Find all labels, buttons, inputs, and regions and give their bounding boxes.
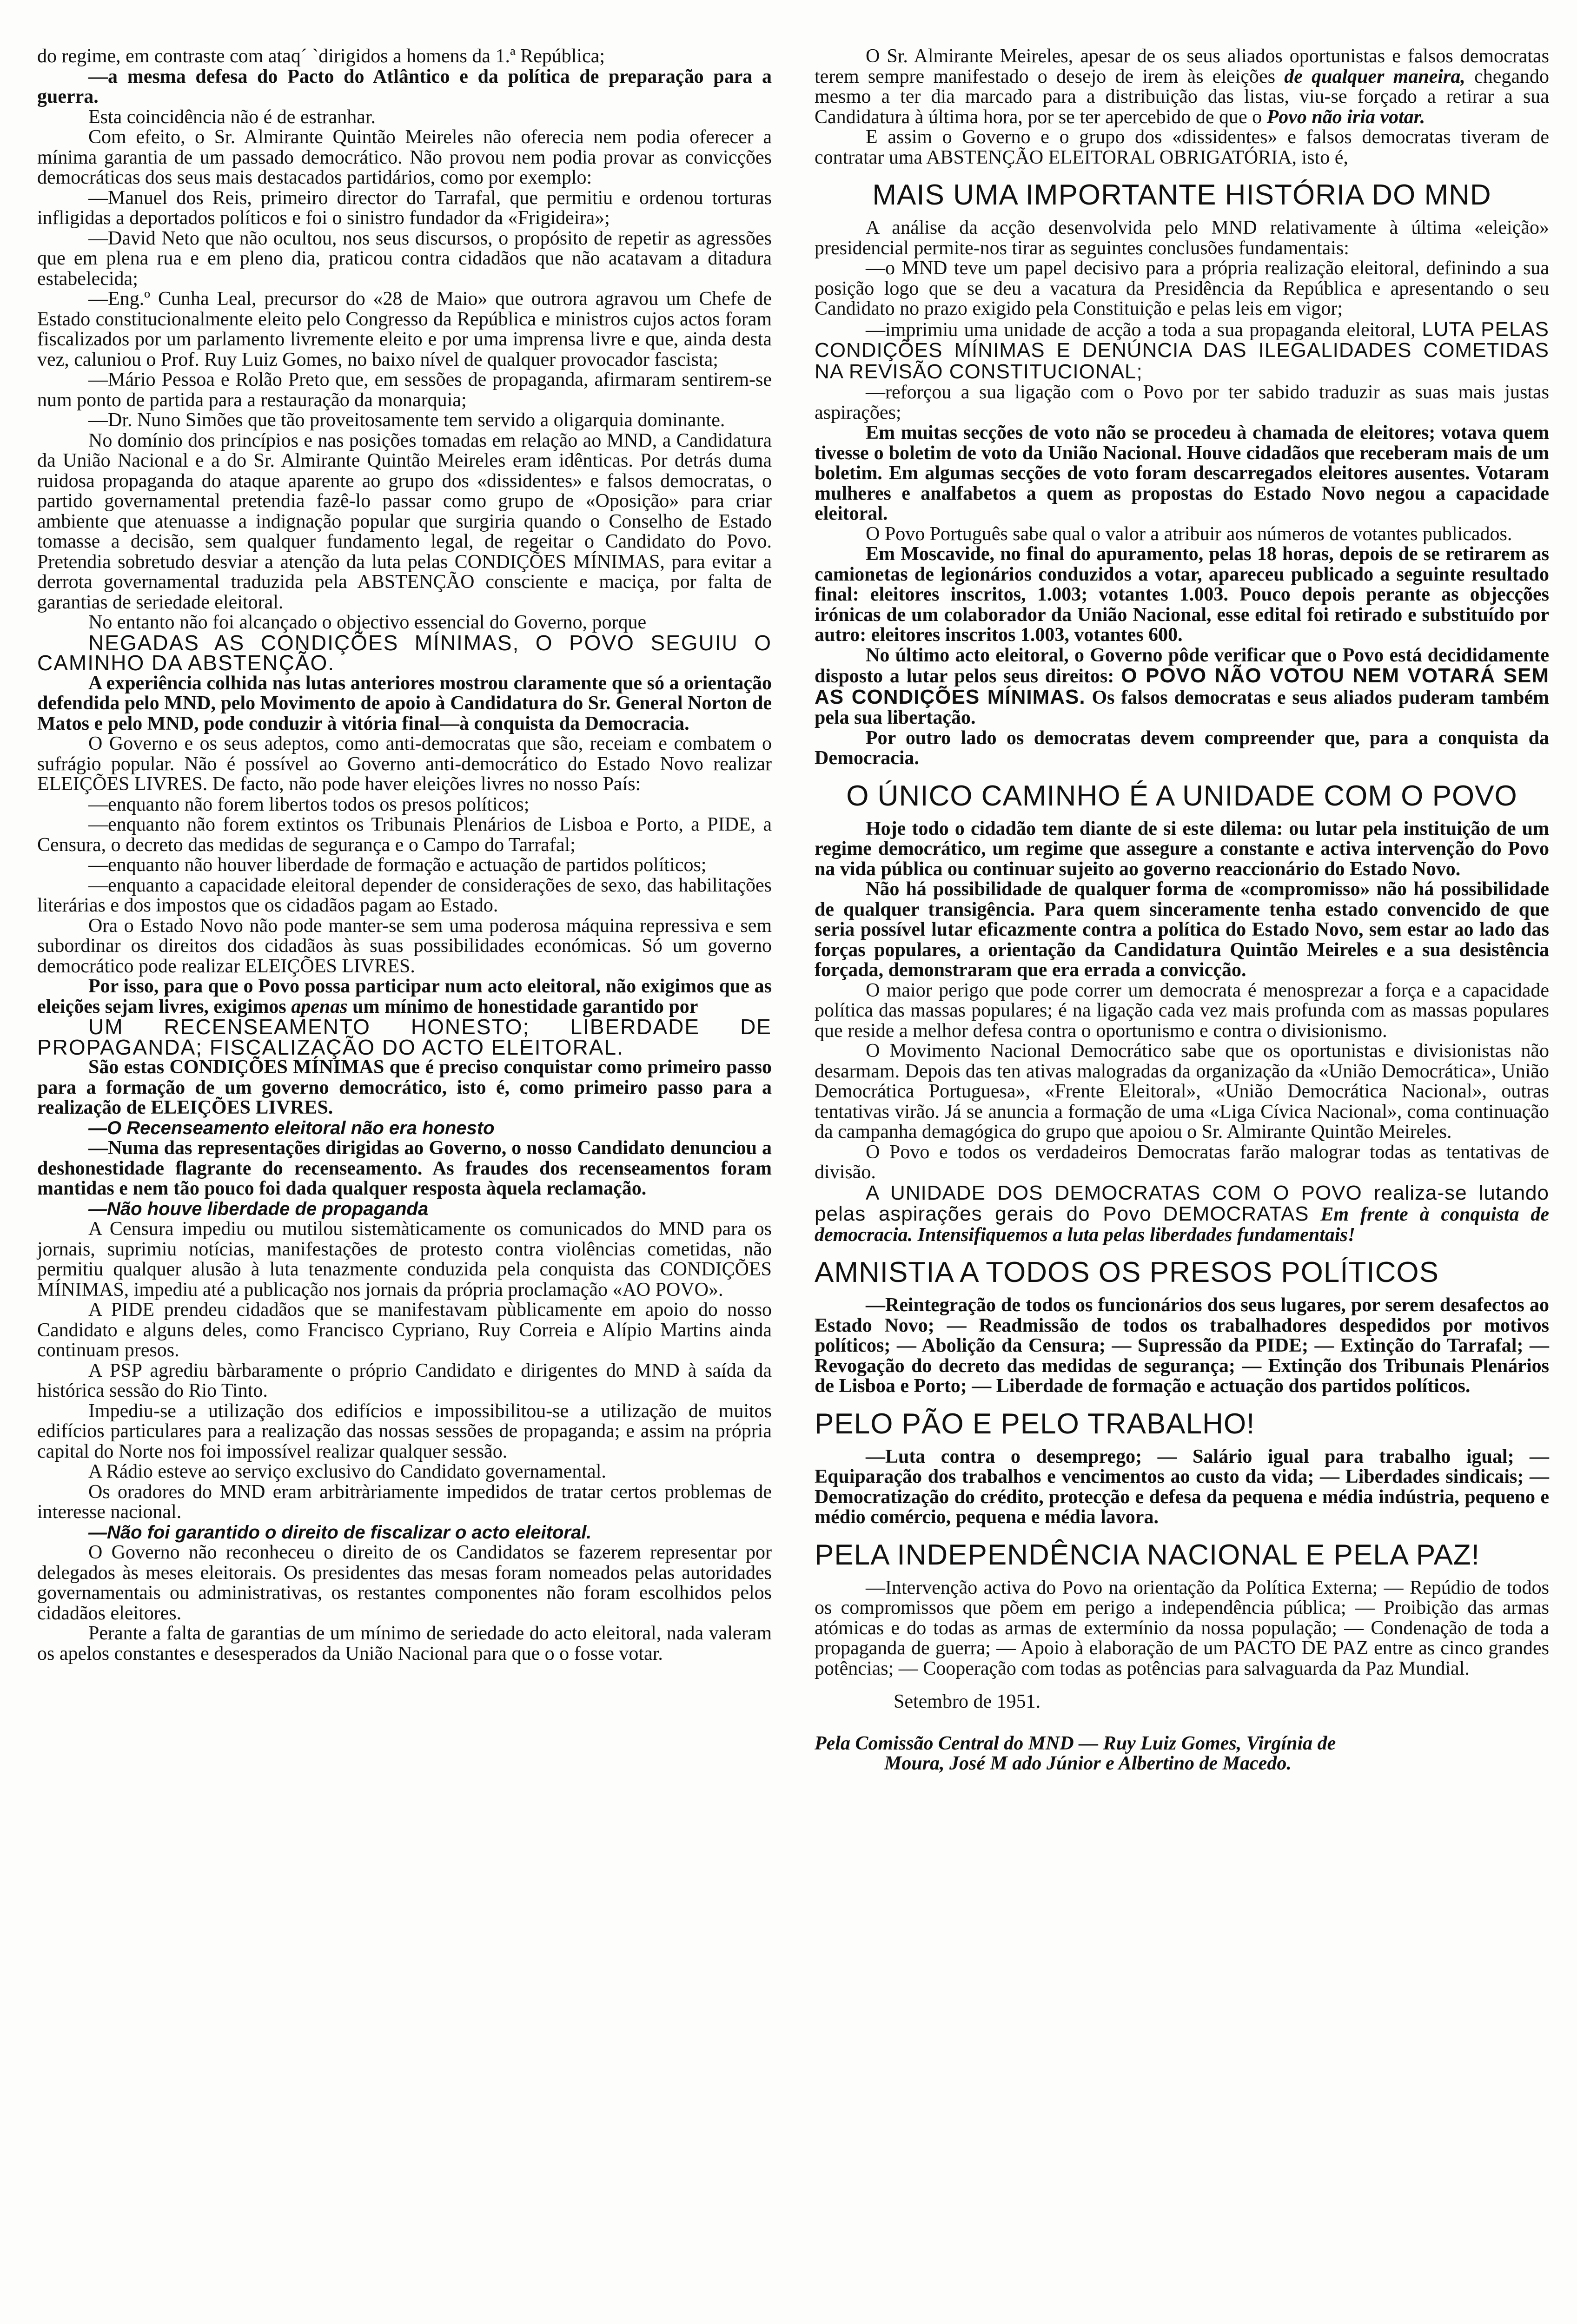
right-column <box>815 46 1549 1774</box>
date-line: Setembro de 1951. <box>894 1691 1041 1712</box>
list-item: —Eng.º Cunha Leal, precursor do «28 de Maio» que outrora agravou um Chefe de Estado constitucionalmente eleito pelo Congresso da República e ministros cujos actos foram fiscalizados por um parlamento livremente eleito e por uma imprensa livre e que, ainda desta vez, caluniou o Prof. Ruy Luiz Gomes, no baixo nível de qualquer provocador fascista; <box>37 288 772 370</box>
list-item: —Mário Pessoa e Rolão Preto que, em sessões de propaganda, afirmaram sentirem-se num ponto de partida para a restauração da monarquia; <box>37 369 772 411</box>
paragraph: O Povo Português sabe qual o valor a atribuir aos números de votantes publicados. <box>866 523 1512 545</box>
paragraph: —Intervenção activa do Povo na orientação da Política Externa; — Repúdio de todos os compromissos que põem em perigo a independência pública; — Proibição das armas atómicas e do todas as armas de extermínio da nossa população; — Condenação de toda a propaganda de guerra; — Apoio à elaboração de um PACTO DE PAZ entre as cinco grandes potências; — Cooperação com todas as potências para salvaguarda da Paz Mundial. <box>815 1577 1549 1679</box>
paragraph: A experiência colhida nas lutas anteriores mostrou claramente que só a orientação defendida pelo MND, pelo Movimento de apoio à Candidatura do Sr. General Norton de Matos e pelo MND, pode conduzir à vitória final—à conquista da Democracia. <box>37 672 772 734</box>
subheading: —O Recenseamento eleitoral não era honesto <box>88 1117 495 1138</box>
paragraph <box>815 46 1549 127</box>
text-run: Povo não iria votar. <box>1266 106 1425 128</box>
paragraph: O Povo e todos os verdadeiros Democratas farão malograr todas as tentativas de divisão. <box>815 1141 1549 1183</box>
paragraph: Hoje todo o cidadão tem diante de si este dilema: ou lutar pela instituição de um regime democrático, um regime que assegure a constante e activa intervenção do Povo na vida pública ou continuar sujeito ao governo reaccionário do Estado Novo. <box>815 818 1549 880</box>
text-run: Os falsos democratas e seus aliados puderam também pela sua libertação. <box>815 687 1549 728</box>
section-heading: PELA INDEPENDÊNCIA NACIONAL E PELA PAZ! <box>815 1538 1480 1571</box>
list-item: —enquanto a capacidade eleitoral depender de considerações de sexo, das habilitações literárias e dos impostos que os cidadãos pagam ao Estado. <box>37 874 772 916</box>
text-run: A UNIDADE DOS DEMOCRATAS COM O POVO realiza-se lutando pelas aspirações gerais do Povo <box>815 1181 1549 1225</box>
list-item: —enquanto não houver liberdade de formação e actuação de partidos políticos; <box>88 854 707 876</box>
section-heading: AMNISTIA A TODOS OS PRESOS POLÍTICOS <box>815 1256 1439 1288</box>
subheading: —Não houve liberdade de propaganda <box>88 1198 429 1219</box>
signature-line: Pela Comissão Central do MND — Ruy Luiz Gomes, Virgínia de <box>815 1732 1336 1754</box>
paragraph: Impediu-se a utilização dos edifícios e impossibilitou-se a utilização de muitos edifícios particulares para a realização das nossas sessões de propaganda; e assim na própria capital do Norte nos foi impossível realizar qualquer sessão. <box>37 1400 772 1462</box>
paragraph: —Luta contra o desemprego; — Salário igual para trabalho igual; — Equiparação dos trabalhos e vencimentos ao custo da vida; — Liberdades sindicais; — Democratização do crédito, protecção e defesa da pequena e média indústria, pequeno e médio comércio, pequena e média lavora. <box>815 1446 1549 1528</box>
text-run: de qualquer maneira, <box>1284 66 1465 87</box>
text-run: LUTA PELAS CONDIÇÕES MÍNIMAS E DENÚNCIA DAS ILEGALIDADES COMETIDAS NA REVISÃO CONSTITUCIONAL; <box>815 317 1549 383</box>
paragraph: No entanto não foi alcançado o objectivo essencial do Governo, porque <box>88 612 647 633</box>
section-heading: PELO PÃO E PELO TRABALHO! <box>815 1407 1255 1440</box>
emphasis-line: UM RECENSEAMENTO HONESTO; LIBERDADE DE PROPAGANDA; FISCALIZAÇÃO DO ACTO ELEITORAL. <box>37 1015 772 1059</box>
left-column <box>37 46 772 1664</box>
paragraph: O Governo não reconheceu o direito de os Candidatos se fazerem representar por delegados às meses eleitorais. Os presidentes das mesas foram nomeados pelas autoridades governamentais ou administrativas, os restantes componentes não foram escolhidos pelos cidadãos eleitores. <box>37 1542 772 1624</box>
paragraph: O Movimento Nacional Democrático sabe que os oportunistas e divisionistas não desarmam. Depois das ten ativas malogradas da organização da «União Democrática», União Democrática Portuguesa», «Frente Eleitoral», «União Democrática Nacional», outras tentativas virão. Já se anuncia a formação de uma «Liga Cívica Nacional», coma continuação da campanha demagógica do grupo que apoiou o Sr. Almirante Quintão Meireles. <box>815 1040 1549 1142</box>
signature-line: Moura, José M ado Júnior e Albertino de Macedo. <box>884 1753 1292 1774</box>
list-item <box>815 319 1549 383</box>
paragraph <box>37 977 772 1017</box>
paragraph: O Governo e os seus adeptos, como anti-democratas que são, receiam e combatem o sufrágio popular. Não é possível ao Governo anti-democrático do Estado Novo realizar ELEIÇÕES LIVRES. De facto, não pode haver eleições livres no nosso País: <box>37 733 772 795</box>
paragraph: Em muitas secções de voto não se procedeu à chamada de eleitores; votava quem tivesse o boletim de voto da União Nacional. Houve cidadãos que receberam mais de um boletim. Em algumas secções de voto foram descarregados eleitores ausentes. Votaram mulheres e analfabetos a quem as propostas do Estado Novo negou a capacidade eleitoral. <box>815 422 1549 524</box>
text-run: O Sr. Almirante Meireles, apesar de os seus aliados oportunistas e falsos democratas terem sempre manifestado o desejo de irem às eleições <box>815 46 1549 87</box>
paragraph <box>815 646 1549 728</box>
subheading: —Não foi garantido o direito de fiscalizar o acto eleitoral. <box>88 1522 592 1543</box>
paragraph: Perante a falta de garantias de um mínimo de seriedade do acto eleitoral, nada valeram os apelos constantes e desesperados da União Nacional para que o o fosse votar. <box>37 1623 772 1664</box>
text-run: Em frente à conquista de democracia. Intensifiquemos a luta pelas liberdades fundamentais! <box>815 1204 1550 1246</box>
list-item: —enquanto não forem libertos todos os presos políticos; <box>88 793 530 815</box>
list-item: —enquanto não forem extintos os Tribunais Plenários de Lisboa e Porto, a PIDE, a Censura, o decreto das medidas de segurança e o Campo do Tarrafal; <box>37 814 772 856</box>
text-run: Por isso, para que o Povo possa participar num acto eleitoral, não exigimos que as eleições sejam livres, exigimos <box>37 976 772 1017</box>
text-run: —imprimiu uma unidade de acção a toda a sua propaganda eleitoral, <box>866 319 1416 341</box>
paragraph: Por outro lado os democratas devem compreender que, para a conquista da Democracia. <box>815 727 1549 769</box>
section-heading: MAIS UMA IMPORTANTE HISTÓRIA DO MND <box>872 179 1491 211</box>
paragraph: A análise da acção desenvolvida pelo MND relativamente à última «eleição» presidencial permite-nos tirar as seguintes conclusões fundamentais: <box>815 217 1549 259</box>
text-run: No último acto eleitoral, o Governo pôde verificar que o Povo está decididamente disposto a lutar pelos seus direitos: <box>815 644 1549 687</box>
list-item: —Dr. Nuno Simões que tão proveitosamente tem servido a oligarquia dominante. <box>88 409 725 431</box>
paragraph: A Censura impediu ou mutilou sistemàticamente os comunicados do MND para os jornais, suprimiu notícias, manifestações de protesto contra violências cometidas, não permitiu qualquer alusão à luta tenazmente conduzida pela conquista das CONDIÇÕES MÍNIMAS, impediu até a publicação nos jornais da própria proclamação «AO POVO». <box>37 1218 772 1301</box>
paragraph: —Reintegração de todos os funcionários dos seus lugares, por serem desafectos ao Estado Novo; — Readmissão de todos os trabalhadores despedidos por motivos políticos; — Abolição da Censura; — Supressão da PIDE; — Extinção do Tarrafal; — Revogação do decreto das medidas de segurança; — Extinção dos Tribunais Plenários de Lisboa e Porto; — Liberdade de formação e actuação dos partidos políticos. <box>815 1294 1549 1397</box>
paragraph: Não há possibilidade de qualquer forma de «compromisso» não há possibilidade de qualquer transigência. Para quem sinceramente tenha estado convencido de que seria possível lutar eficazmente contra a política do Estado Novo, sem estar ao lado das forças populares, a orientação da Candidatura Quintão Meireles e a sua desistência forçada, demonstraram que era errada a convicção. <box>815 878 1549 981</box>
list-item: —o MND teve um papel decisivo para a própria realização eleitoral, definindo a sua posição logo que se deu a vacatura da Presidência da República e apresentando o seu Candidato no prazo exigido pela Constituição e pelas leis em vigor; <box>815 257 1549 319</box>
section-heading: O ÚNICO CAMINHO É A UNIDADE COM O POVO <box>846 779 1517 812</box>
list-item: —David Neto que não ocultou, nos seus discursos, o propósito de repetir as agressões que em plena rua e em pleno dia, praticou contra cidadãos que não acatavam a ditadura estabelecida; <box>37 227 772 290</box>
paragraph: O maior perigo que pode correr um democrata é menosprezar a força e a capacidade política das massas populares; é na ligação cada vez mais profunda com as massas populares que reside a melhor defesa contra o oportunismo e contra o divisionismo. <box>815 979 1549 1042</box>
document-page <box>37 46 1550 2324</box>
paragraph: A Rádio esteve ao serviço exclusivo do Candidato governamental. <box>88 1461 606 1482</box>
list-item: —Manuel dos Reis, primeiro director do Tarrafal, que permitiu e ordenou torturas infligidas a deportados políticos e foi o sinistro fundador da «Frigideira»; <box>37 187 772 229</box>
list-item: —reforçou a sua ligação com o Povo por ter sabido traduzir as suas mais justas aspirações; <box>815 382 1549 423</box>
paragraph: No domínio dos princípios e nas posições tomadas em relação ao MND, a Candidatura da União Nacional e a do Sr. Almirante Quintão Meireles eram idênticas. Por detrás duma ruidosa propaganda do ataque aparente ao grupo dos «dissidentes» e falsos democratas, o partido governamental pretendia fazê-lo passar como grupo de «Oposição» para criar ambiente que atenuasse a indignação popular que surgiria quando o Conselho de Estado tomasse a decisão, sem qualquer fundamento legal, de regeitar o Candidato do Povo. Pretendia sobretudo desviar a atenção da luta pelas CONDIÇÕES MÍNIMAS, para evitar a derrota governamental traduzida pela ABSTENÇÃO consciente e maciça, por falta de garantias de seriedade eleitoral. <box>37 429 772 613</box>
paragraph: Ora o Estado Novo não pode manter-se sem uma poderosa máquina repressiva e sem subordinar os direitos dos cidadãos às suas possibilidades económicas. Só um governo democrático pode realizar ELEIÇÕES LIVRES. <box>37 915 772 977</box>
emphasis-line: NEGADAS AS CONDIÇÕES MÍNIMAS, O POVO SEGUIU O CAMINHO DA ABSTENÇÃO. <box>37 630 772 675</box>
text-run: apenas <box>291 996 348 1017</box>
paragraph: São estas CONDIÇÕES MÍNIMAS que é preciso conquistar como primeiro passo para a formação de um governo democrático, isto é, como primeiro passo para a realização de ELEIÇÕES LIVRES. <box>37 1056 772 1118</box>
paragraph: E assim o Governo e o grupo dos «dissidentes» e falsos democratas tiveram de contratar uma ABSTENÇÃO ELEITORAL OBRIGATÓRIA, isto é, <box>815 126 1549 168</box>
text-run: chegando mesmo a ter dia marcado para a distribuição das listas, viu-se forçado a retirar a sua Candidatura à última hora, por se ter apercebido de que o <box>815 66 1550 128</box>
text-run: um mínimo de honestidade garantido por <box>352 996 698 1017</box>
paragraph: A PIDE prendeu cidadãos que se manifestavam pùblicamente em apoio do nosso Candidato e alguns deles, como Francisco Cypriano, Ruy Correia e Alípio Martins ainda continuam presos. <box>37 1299 772 1361</box>
paragraph: Os oradores do MND eram arbitràriamente impedidos de tratar certos problemas de interesse nacional. <box>37 1481 772 1523</box>
paragraph: —a mesma defesa do Pacto do Atlântico e da política de preparação para a guerra. <box>37 66 772 107</box>
paragraph: Em Moscavide, no final do apuramento, pelas 18 horas, depois de se retirarem as camionetas de legionários conduzidos a votar, apareceu publicado a seguinte resultado final: eleitores inscritos, 1.003; votantes 1.003. Pouco depois perante as objecções irónicas de um colaborador da União Nacional, esse edital foi retirado e substituído por autro: eleitores inscritos 1.003, votantes 600. <box>815 543 1549 646</box>
paragraph: Esta coincidência não é de estranhar. <box>88 106 376 128</box>
text-run: DEMOCRATAS <box>1163 1202 1309 1225</box>
paragraph: —Numa das representações dirigidas ao Governo, o nosso Candidato denunciou a deshonestidade flagrante do recenseamento. As fraudes dos recenseamentos foram mantidas e nem tão pouco foi dada qualquer resposta àquela reclamação. <box>37 1137 772 1199</box>
paragraph: do regime, em contraste com ataq´ `dirigidos a homens da 1.ª República; <box>37 46 605 67</box>
paragraph <box>815 1183 1549 1246</box>
paragraph: A PSP agrediu bàrbaramente o próprio Candidato e dirigentes do MND à saída da histórica sessão do Rio Tinto. <box>37 1360 772 1401</box>
paragraph: Com efeito, o Sr. Almirante Quintão Meireles não oferecia nem podia oferecer a mínima garantia de um passado democrático. Não provou nem podia provar as convicções democráticas dos seus mais destacados partidários, como por exemplo: <box>37 126 772 188</box>
text-run: O POVO NÃO VOTOU NEM VOTARÁ SEM AS CONDIÇÕES MÍNIMAS. <box>815 664 1550 708</box>
